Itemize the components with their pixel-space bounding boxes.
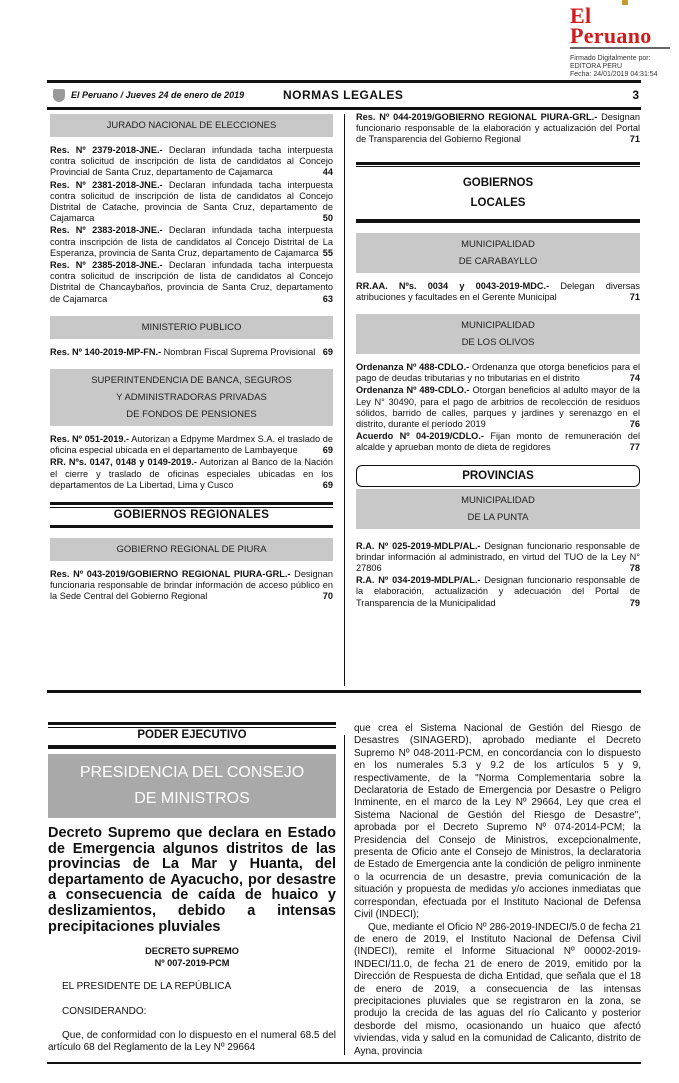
entry-description: Autorizan a Edpyme Mardmex S.A. el traslado de oficina especial ubicada en el departamento de Lambayeque xyxy=(50,434,333,456)
header-paper-date: El Peruano / Jueves 24 de enero de 2019 xyxy=(71,90,245,100)
heading-line: DE FONDOS DE PENSIONES xyxy=(126,409,257,421)
entry-reference: RR. Nºs. 0147, 0148 y 0149-2019.- xyxy=(50,457,197,468)
digital-signature xyxy=(570,55,675,79)
entry-page-number: 79 xyxy=(629,597,640,608)
summary-entry xyxy=(50,260,333,305)
sbs-entries xyxy=(50,434,333,491)
gr-cont-entries xyxy=(356,112,640,146)
entry-description: Nombran Fiscal Suprema Provisional xyxy=(161,346,316,357)
summary-entry xyxy=(356,281,640,303)
entry-description: Otorgan beneficios al adulto mayor de la Ley N° 30490, para el pago de arbitrios de recolección de residuos sólidos, barrido de calles, parques y jardines y serenazgo en el distrito, durante el período 2019 xyxy=(356,385,640,430)
summary-entry xyxy=(50,569,333,603)
article-paragraph: Que, mediante el Oficio Nº 286-2019-INDECI/5.0 de fecha 21 de enero de 2019, el Instituto Nacional de Defensa Civil (INDECI), remite el Informe Situacional Nº 00002-2019-INDECI/11.0, de fecha 21 de enero de 2019, emitido por la Dirección de Respuesta de dicha Entidad, que señala que el 18 de enero de 2019, a consecuencia de las intensas precipitaciones pluviales que se registraron en la zona, se produjo la crecida de las aguas del río Calicanto y posterior desborde del mismo, ocasionando un huaico que afectó viviendas, vida y salud en la comunidad de Calicanto, distrito de Ayna, provincia xyxy=(354,921,641,1057)
section-heading-ministerio-publico: MINISTERIO PUBLICO xyxy=(50,316,333,339)
heading-line: DE CARABAYLLO xyxy=(458,255,538,267)
entry-reference: Res. Nº 043-2019/GOBIERNO REGIONAL PIURA-GRL.- xyxy=(50,569,291,580)
section-heading-gobiernos-locales xyxy=(356,167,640,219)
summary-entry xyxy=(50,434,333,456)
summary-entry xyxy=(356,575,640,609)
entry-page-number: 77 xyxy=(629,442,640,453)
entry-page-number: 71 xyxy=(629,291,640,302)
coat-of-arms-icon xyxy=(53,89,65,102)
section-heading-sbs xyxy=(50,369,333,426)
summary-entry xyxy=(356,541,640,575)
mp-entries xyxy=(50,347,333,358)
signature-line: EDITORA PERU xyxy=(570,63,622,70)
entry-description: Declaran infundada tacha interpuesta contra solicitud de inscripción de lista de candidatos al Concejo Provincial de Santa Cruz, departamento de Cajamarca xyxy=(50,145,333,178)
entry-description: Ordenanza que otorga beneficios para el pago de deudas tributarias y no tributarias en el distrito xyxy=(356,362,640,384)
summary-entry xyxy=(356,385,640,430)
entry-reference: Res. Nº 2379-2018-JNE.- xyxy=(50,145,163,155)
entry-page-number: 76 xyxy=(629,419,640,430)
summary-entry xyxy=(356,431,640,453)
entry-description: Declaran infundada tacha interpuesta contra solicitud de inscripción de lista de candidatos al Concejo Distrital de Catache, provincia de Santa Cruz, departamento de Cajamarca xyxy=(50,179,333,224)
summary-entry xyxy=(50,180,333,225)
article-paragraph: Que, de conformidad con lo dispuesto en el numeral 68.5 del artículo 68 del Reglamento de la Ley Nº 29664 xyxy=(48,1029,336,1054)
entry-description: Designan funcionaria responsable de brindar información de acceso público en la Sede Central del Gobierno Regional xyxy=(50,569,333,602)
summary-entry xyxy=(356,362,640,384)
entry-page-number: 63 xyxy=(322,293,333,304)
section-heading-los-olivos xyxy=(356,314,640,354)
entry-description: Autorizan al Banco de la Nación el cierre y traslado de oficinas especiales ubicadas en los departamentos de La Libertad, Lima y Cusco xyxy=(50,457,333,490)
summary-entry xyxy=(50,145,333,179)
brand-block xyxy=(570,3,675,79)
summary-bottom-rule xyxy=(47,690,641,693)
summary-right-column xyxy=(356,112,640,610)
article-left-column xyxy=(48,702,336,1055)
entry-page-number: 74 xyxy=(629,373,640,384)
heading-line: LOCALES xyxy=(470,196,526,209)
entry-page-number: 69 xyxy=(322,445,333,456)
considerando-line: CONSIDERANDO: xyxy=(62,1005,147,1017)
entry-description: Designan funcionario responsable de la elaboración y actualización del Portal de Transparencia del Gobierno Regional xyxy=(356,112,640,145)
decree-label: DECRETO SUPREMO xyxy=(145,946,239,957)
page-number: 3 xyxy=(632,88,639,102)
section-heading-la-punta xyxy=(356,489,640,529)
los-olivos-entries xyxy=(356,362,640,454)
entry-reference: RR.AA. Nºs. 0034 y 0043-2019-MDC.- xyxy=(356,280,550,291)
entry-description: Declaran infundada tacha interpuesta contra solicitud de inscripción de lista de candidatos al Concejo Distrital de Chancaybaños, provincia de Santa Cruz, departamento de Cajamarca xyxy=(50,260,333,304)
article-title: Decreto Supremo que declara en Estado de Emergencia algunos distritos de las provincias de La Mar y Huanta, del departamento de Ayacucho, por desastre a consecuencia de caída de huaico y deslizamientos, debido a intensas precipitaciones pluviales xyxy=(48,825,336,935)
column-divider xyxy=(344,114,345,686)
heading-line: SUPERINTENDENCIA DE BANCA, SEGUROS xyxy=(91,375,292,387)
entry-page-number: 50 xyxy=(322,213,333,224)
president-line: EL PRESIDENTE DE LA REPÚBLICA xyxy=(62,981,232,993)
entry-page-number: 55 xyxy=(322,247,333,258)
summary-entry xyxy=(50,457,333,491)
section-heading-jne: JURADO NACIONAL DE ELECCIONES xyxy=(50,114,333,137)
entry-description: Fijan monto de remuneración del alcalde y aprueban monto de dieta de regidores xyxy=(356,431,640,453)
entry-page-number: 71 xyxy=(629,134,640,145)
entry-reference: Ordenanza Nº 489-CDLO.- xyxy=(356,385,470,396)
entry-reference: R.A. Nº 034-2019-MDLP/AL.- xyxy=(356,575,481,586)
heading-line: MUNICIPALIDAD xyxy=(461,320,535,332)
jne-entries xyxy=(50,145,333,305)
entry-reference: Ordenanza Nº 488-CDLO.- xyxy=(356,362,470,373)
carabayllo-entries xyxy=(356,281,640,303)
summary-entry xyxy=(50,225,333,259)
el-peruano-logo xyxy=(570,3,675,48)
logo-text: El Peruano xyxy=(570,3,652,48)
entry-description: Designan funcionario responsable de la elaboración, actualización y adecuación del Portal de Transparencia de la Municipalidad xyxy=(356,575,640,608)
summary-entry xyxy=(50,347,333,358)
page-header xyxy=(47,80,641,110)
heading-line: MUNICIPALIDAD xyxy=(461,238,535,250)
column-divider xyxy=(344,735,345,1055)
la-punta-entries xyxy=(356,541,640,609)
header-title: NORMAS LEGALES xyxy=(283,88,404,102)
heading-line: MUNICIPALIDAD xyxy=(461,494,535,506)
summary-left-column xyxy=(50,114,333,604)
entry-page-number: 69 xyxy=(322,479,333,490)
decree-heading xyxy=(48,945,336,969)
entry-reference: Res. Nº 2385-2018-JNE.- xyxy=(50,260,163,271)
entry-page-number: 44 xyxy=(322,167,333,178)
entry-reference: Res. Nº 051-2019.- xyxy=(50,434,130,445)
entry-description: Designan funcionario responsable de brindar información al administrado, en virtud del TUO de la Ley N° 27806 xyxy=(356,540,640,574)
summary-entry xyxy=(356,112,640,146)
heading-line: Y ADMINISTRADORAS PRIVADAS xyxy=(116,392,267,404)
footer-rule xyxy=(47,1062,641,1064)
decree-number: Nº 007-2019-PCM xyxy=(154,958,230,969)
entry-reference: R.A. Nº 025-2019-MDLP/AL.- xyxy=(356,540,481,551)
entry-page-number: 69 xyxy=(322,346,333,357)
signature-line: Fecha: 24/01/2019 04:31:54 xyxy=(570,71,658,78)
entry-description: Declaran infundada tacha interpuesta contra inscripción de lista de candidatos al Concejo Distrital de La Esperanza, provincia de Santa Cruz, departamento de Cajamarca xyxy=(50,225,333,258)
signature-line: Firmado Digitalmente por: xyxy=(570,55,651,62)
heading-line: GOBIERNOS xyxy=(462,176,534,189)
gr-entries xyxy=(50,569,333,603)
heading-line: PRESIDENCIA DEL CONSEJO xyxy=(79,764,305,781)
entry-page-number: 78 xyxy=(629,563,640,574)
heading-line: DE MINISTROS xyxy=(134,790,250,807)
section-heading-poder-ejecutivo: PODER EJECUTIVO xyxy=(48,722,336,749)
article-right-column xyxy=(354,723,641,1058)
section-heading-provincias: PROVINCIAS xyxy=(356,465,640,487)
heading-line: DE LOS OLIVOS xyxy=(461,337,535,349)
entry-reference: Res. Nº 140-2019-MP-FN.- xyxy=(50,346,162,357)
entry-page-number: 70 xyxy=(322,591,333,602)
entry-reference: Acuerdo Nº 04-2019/CDLO.- xyxy=(356,431,484,442)
heading-line: DE LA PUNTA xyxy=(467,511,529,523)
section-heading-gobiernos-regionales: GOBIERNOS REGIONALES xyxy=(50,502,333,528)
institution-banner xyxy=(48,754,336,818)
entry-reference: Res. Nº 2381-2018-JNE.- xyxy=(50,179,163,190)
entry-reference: Res. Nº 2383-2018-JNE.- xyxy=(50,225,163,236)
entry-reference: Res. Nº 044-2019/GOBIERNO REGIONAL PIURA-GRL.- xyxy=(356,112,598,122)
crest-icon xyxy=(622,0,628,5)
section-heading-piura: GOBIERNO REGIONAL DE PIURA xyxy=(50,538,333,561)
section-heading-carabayllo xyxy=(356,233,640,273)
article-paragraph: que crea el Sistema Nacional de Gestión del Riesgo de Desastres (SINAGERD), aprobado mediante el Decreto Supremo Nº 048-2011-PCM, en concordancia con lo dispuesto en los numerales 5.3 y 9.2 de los artículos 5 y 9, respectivamente, de la "Norma Complementaria sobre la Declaratoria de Estado de Emergencia por Desastre o Peligro Inminente, en el marco de la Ley Nº 29664, Ley que crea el Sistema Nacional de Gestión del Riesgo de Desastre", aprobada por el Decreto Supremo Nº 074-2014-PCM; la Presidencia del Consejo de Ministros, excepcionalmente, presenta de Oficio ante el Consejo de Ministros, la declaratoria de Estado de Emergencia ante la condición de peligro inminente o la ocurrencia de un desastre, previa comunicación de la situación y propuesta de medidas y/o acciones inmediatas que correspondan, efectuada por el Instituto Nacional de Defensa Civil (INDECI); xyxy=(354,723,641,921)
entry-description: Delegan diversas atribuciones y facultades en el Gerente Municipal xyxy=(356,280,640,302)
